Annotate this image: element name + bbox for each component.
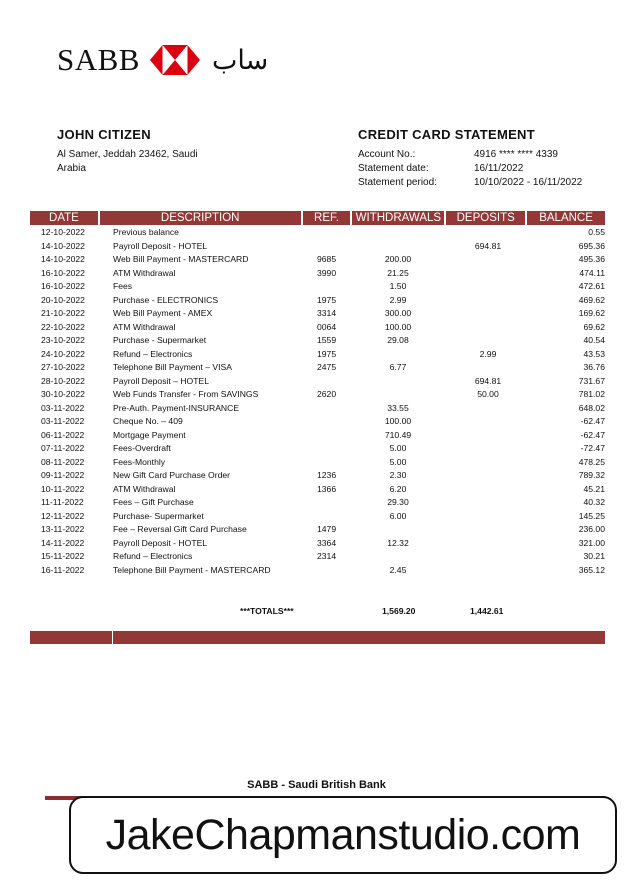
- cell-description: Web Funds Transfer - From SAVINGS: [113, 389, 259, 399]
- cell-withdrawal: 33.55: [387, 402, 409, 413]
- statement-date-value: 16/11/2022: [474, 163, 524, 174]
- cell-description: ATM Withdrawal: [113, 267, 176, 278]
- hexagon-logo-icon: [150, 45, 200, 75]
- cell-description: Fees – Gift Purchase: [113, 497, 194, 507]
- table-row: [30, 469, 605, 483]
- cell-balance: 45.21: [583, 483, 605, 494]
- cell-ref: 1975: [317, 348, 337, 359]
- cell-balance: 145.25: [578, 510, 605, 521]
- cell-description: Pre-Auth. Payment-INSURANCE: [113, 402, 240, 413]
- cell-description: ATM Withdrawal: [113, 483, 176, 494]
- cell-date: 09-11-2022: [41, 470, 85, 480]
- cell-balance: 30.21: [583, 551, 605, 561]
- cell-description: Purchase- Supermarket: [113, 510, 204, 521]
- cell-balance: 43.53: [583, 348, 605, 359]
- cell-balance: 321.00: [578, 537, 605, 548]
- cell-balance: 0.55: [588, 227, 605, 237]
- cell-balance: 789.32: [578, 470, 605, 480]
- cell-withdrawal: 1.50: [389, 281, 407, 291]
- cell-deposit: 694.81: [474, 375, 502, 386]
- cell-description: Refund – Electronics: [113, 348, 193, 359]
- cell-ref: 1975: [317, 294, 337, 305]
- footer-bank-name: SABB - Saudi British Bank: [247, 779, 386, 791]
- table-row: [30, 361, 605, 375]
- cell-description: ATM Withdrawal: [113, 321, 176, 332]
- cell-withdrawal: 2.45: [389, 564, 407, 575]
- cell-date: 23-10-2022: [41, 335, 85, 345]
- cell-withdrawal: 29.30: [387, 497, 409, 507]
- cell-description: Previous balance: [113, 227, 179, 237]
- cell-ref: 2620: [317, 389, 337, 399]
- cell-date: 12-10-2022: [41, 227, 85, 237]
- account-number-label: Account No.:: [358, 149, 416, 160]
- table-row: [30, 537, 605, 551]
- account-holder-name: JOHN CITIZEN: [57, 127, 151, 142]
- cell-date: 24-10-2022: [41, 348, 85, 359]
- cell-date: 03-11-2022: [41, 402, 85, 413]
- table-row: [30, 564, 605, 578]
- cell-ref: 1366: [317, 483, 337, 494]
- statement-title: CREDIT CARD STATEMENT: [358, 127, 535, 142]
- cell-description: Telephone Bill Payment – VISA: [113, 362, 232, 372]
- watermark-banner: [69, 796, 617, 874]
- table-row: [30, 483, 605, 497]
- cell-date: 28-10-2022: [41, 375, 85, 386]
- cell-ref: 1479: [317, 524, 337, 534]
- cell-description: Purchase - ELECTRONICS: [113, 294, 219, 305]
- table-row: [30, 226, 605, 240]
- cell-date: 22-10-2022: [41, 321, 85, 332]
- cell-description: Web Bill Payment - AMEX: [113, 308, 213, 318]
- cell-ref: 1236: [317, 470, 337, 480]
- totals-withdrawals: 1,569.20: [382, 606, 416, 616]
- cell-description: Purchase - Supermarket: [113, 335, 207, 345]
- table-row: [30, 253, 605, 267]
- cell-balance: -62.47: [580, 416, 605, 426]
- cell-description: Payroll Deposit - HOTEL: [113, 240, 208, 251]
- cell-date: 30-10-2022: [41, 389, 85, 399]
- cell-balance: -72.47: [580, 443, 605, 453]
- cell-date: 13-11-2022: [41, 524, 85, 534]
- table-row: [30, 429, 605, 443]
- cell-ref: 3990: [317, 267, 337, 278]
- table-row: [30, 294, 605, 308]
- statement-period-row: [358, 176, 582, 190]
- cell-withdrawal: 300.00: [384, 308, 412, 318]
- cell-balance: 781.02: [578, 389, 605, 399]
- cell-balance: 469.62: [578, 294, 605, 305]
- totals-label: ***TOTALS***: [240, 606, 294, 616]
- cell-balance: -62.47: [580, 429, 605, 440]
- statement-period-value: 10/10/2022 - 16/11/2022: [474, 177, 583, 188]
- cell-description: Fees: [113, 281, 133, 291]
- cell-date: 12-11-2022: [41, 510, 85, 521]
- cell-date: 10-11-2022: [41, 483, 85, 494]
- cell-date: 14-11-2022: [41, 537, 85, 548]
- header-withdrawals: WITHDRAWALS: [352, 211, 444, 225]
- cell-balance: 495.36: [578, 254, 605, 264]
- cell-withdrawal: 6.00: [389, 510, 407, 521]
- cell-date: 14-10-2022: [41, 254, 85, 264]
- statement-period-label: Statement period:: [358, 177, 437, 188]
- cell-description: Web Bill Payment - MASTERCARD: [113, 254, 249, 264]
- table-row: [30, 523, 605, 537]
- cell-withdrawal: 6.20: [389, 483, 407, 494]
- cell-balance: 472.61: [578, 281, 605, 291]
- cell-balance: 695.36: [578, 240, 605, 251]
- cell-withdrawal: 100.00: [384, 416, 412, 426]
- table-row: [30, 375, 605, 389]
- cell-description: Payroll Deposit - HOTEL: [113, 537, 208, 548]
- cell-withdrawal: 5.00: [389, 456, 407, 467]
- cell-ref: 9685: [317, 254, 337, 264]
- cell-withdrawal: 21.25: [387, 267, 409, 278]
- header-balance: BALANCE: [527, 211, 605, 225]
- cell-deposit: 2.99: [479, 348, 497, 359]
- bank-logo: [57, 42, 268, 78]
- transactions-table-body: [30, 226, 605, 577]
- watermark-text: JakeChapmanstudio.com: [105, 810, 581, 859]
- cell-balance: 169.62: [578, 308, 605, 318]
- account-holder-address: Al Samer, Jeddah 23462, Saudi Arabia: [57, 149, 198, 174]
- logo-text: SABB: [57, 42, 140, 77]
- table-row: [30, 456, 605, 470]
- cell-withdrawal: 5.00: [389, 443, 407, 453]
- cell-balance: 731.67: [578, 375, 605, 386]
- cell-description: Payroll Deposit – HOTEL: [113, 375, 209, 386]
- cell-date: 03-11-2022: [41, 416, 85, 426]
- account-number-row: [358, 148, 582, 162]
- cell-date: 08-11-2022: [41, 456, 85, 467]
- table-row: [30, 280, 605, 294]
- cell-balance: 474.11: [579, 267, 605, 278]
- table-row: [30, 510, 605, 524]
- cell-date: 16-10-2022: [41, 267, 85, 278]
- header-date: DATE: [30, 211, 98, 225]
- cell-date: 15-11-2022: [41, 551, 85, 561]
- table-row: [30, 402, 605, 416]
- cell-balance: 40.32: [583, 497, 605, 507]
- cell-description: Cheque No. – 409: [113, 416, 183, 426]
- cell-balance: 648.02: [578, 402, 605, 413]
- cell-balance: 478.25: [578, 456, 605, 467]
- statement-info: [358, 148, 582, 190]
- cell-ref: 3314: [317, 308, 337, 318]
- cell-description: Fee – Reversal Gift Card Purchase: [113, 524, 247, 534]
- footer-band: [30, 631, 605, 644]
- table-row: [30, 415, 605, 429]
- table-row: [30, 496, 605, 510]
- header-deposits: DEPOSITS: [446, 211, 525, 225]
- cell-balance: 236.00: [578, 524, 605, 534]
- cell-withdrawal: 6.77: [389, 362, 407, 372]
- cell-balance: 40.54: [583, 335, 605, 345]
- statement-date-row: [358, 162, 582, 176]
- table-row: [30, 550, 605, 564]
- header-description: DESCRIPTION: [100, 211, 301, 225]
- statement-date-label: Statement date:: [358, 163, 429, 174]
- footer-band-divider: [112, 631, 113, 644]
- cell-description: New Gift Card Purchase Order: [113, 470, 231, 480]
- cell-withdrawal: 710.49: [384, 429, 412, 440]
- cell-date: 07-11-2022: [41, 443, 85, 453]
- cell-ref: 1559: [317, 335, 337, 345]
- cell-withdrawal: 200.00: [384, 254, 412, 264]
- cell-withdrawal: 2.99: [389, 294, 407, 305]
- cell-date: 27-10-2022: [41, 362, 85, 372]
- cell-description: Refund – Electronics: [113, 551, 193, 561]
- cell-balance: 69.62: [583, 321, 605, 332]
- table-row: [30, 348, 605, 362]
- cell-date: 20-10-2022: [41, 294, 85, 305]
- cell-withdrawal: 29.08: [387, 335, 409, 345]
- cell-description: Mortgage Payment: [113, 429, 186, 440]
- cell-description: Telephone Bill Payment - MASTERCARD: [113, 564, 271, 575]
- table-row: [30, 307, 605, 321]
- cell-withdrawal: 2.30: [389, 470, 407, 480]
- cell-ref: 2314: [317, 551, 337, 561]
- table-row: [30, 442, 605, 456]
- logo-arabic-text: ساب: [211, 44, 269, 76]
- cell-withdrawal: 100.00: [384, 321, 412, 332]
- cell-ref: 3364: [317, 537, 337, 548]
- cell-date: 16-10-2022: [41, 281, 85, 291]
- cell-balance: 36.76: [583, 362, 605, 372]
- account-number-value: 4916 **** **** 4339: [474, 149, 558, 160]
- table-row: [30, 388, 605, 402]
- cell-withdrawal: 12.32: [387, 537, 409, 548]
- cell-date: 14-10-2022: [41, 240, 85, 251]
- table-row: [30, 240, 605, 254]
- table-row: [30, 334, 605, 348]
- cell-description: Fees-Overdraft: [113, 443, 171, 453]
- cell-date: 06-11-2022: [41, 429, 85, 440]
- cell-description: Fees-Monthly: [113, 456, 166, 467]
- cell-ref: 2475: [317, 362, 337, 372]
- totals-deposits: 1,442.61: [470, 606, 504, 616]
- table-row: [30, 321, 605, 335]
- cell-date: 11-11-2022: [41, 497, 84, 507]
- cell-deposit: 694.81: [474, 240, 502, 251]
- header-ref: REF.: [303, 211, 351, 225]
- cell-date: 16-11-2022: [41, 564, 85, 575]
- transactions-table-header: [30, 211, 605, 225]
- cell-deposit: 50.00: [477, 389, 499, 399]
- table-row: [30, 267, 605, 281]
- cell-balance: 365.12: [578, 564, 605, 575]
- cell-date: 21-10-2022: [41, 308, 85, 318]
- cell-ref: 0064: [317, 321, 337, 332]
